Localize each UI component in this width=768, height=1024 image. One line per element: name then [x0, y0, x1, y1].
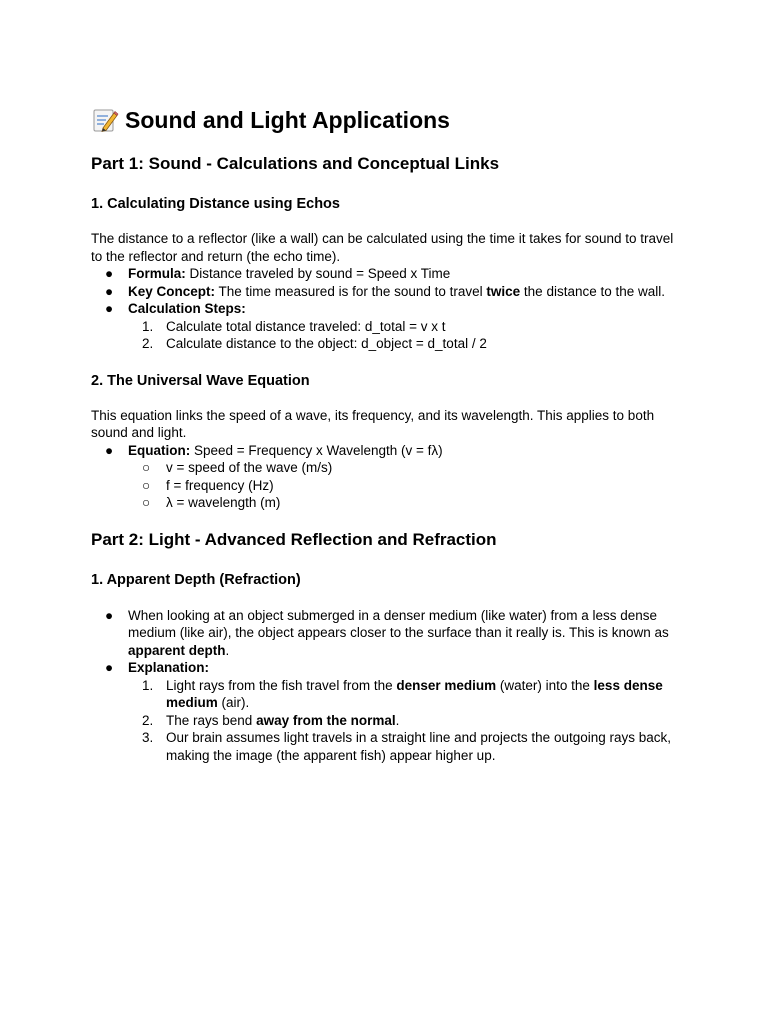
bullet-marker: ●	[105, 283, 114, 299]
list-item	[91, 442, 678, 512]
step-emphasis: less dense medium	[166, 677, 663, 710]
bullet-label: Calculation Steps:	[128, 301, 246, 316]
bullet-emphasis: apparent depth	[128, 642, 226, 658]
list-item	[128, 712, 678, 730]
document-title-text: Sound and Light Applications	[125, 107, 450, 133]
list-item	[128, 335, 678, 353]
bullet-text: Distance traveled by sound = Speed x Time	[185, 266, 451, 281]
part1-heading: Part 1: Sound - Calculations and Conceptual Links	[91, 154, 500, 173]
bullet-marker: ●	[105, 607, 114, 623]
part1-sec1-intro: The distance to a reflector (like a wall) can be calculated using the time it takes for sound to travel to the reflector and return (the echo time).	[91, 231, 674, 264]
calculation-steps-list	[128, 318, 678, 353]
circle-marker: ○	[142, 460, 151, 475]
bullet-marker: ●	[105, 660, 114, 675]
step-text: Our brain assumes light travels in a straight line and projects the outgoing rays back, making the image (the apparent fish) appear higher up.	[166, 730, 672, 763]
list-item	[128, 477, 678, 495]
bullet-label: Formula:	[128, 266, 186, 281]
bullet-text: The time measured is for the sound to travel	[215, 283, 487, 299]
bullet-label: Explanation:	[128, 660, 210, 675]
bullet-marker: ●	[105, 266, 114, 281]
step-number: 3.	[142, 730, 154, 745]
list-item	[128, 459, 678, 477]
document-title	[91, 104, 678, 136]
part2-heading: Part 2: Light - Advanced Reflection and Refraction	[91, 529, 497, 549]
bullet-text: Speed = Frequency x Wavelength (v = fλ)	[190, 442, 443, 458]
list-item	[128, 494, 678, 512]
step-text: Calculate total distance traveled: d_total = v x t	[166, 318, 446, 334]
part2-sec1-bullets	[91, 607, 678, 765]
circle-marker: ○	[142, 495, 151, 510]
step-number: 1.	[142, 318, 154, 334]
list-item	[91, 659, 678, 764]
step-text: Light rays from the fish travel from the	[166, 677, 397, 693]
list-item	[91, 607, 678, 660]
list-item	[91, 283, 678, 301]
bullet-marker: ●	[105, 301, 114, 316]
step-text: (water) into the	[496, 677, 594, 693]
variable-text: λ = wavelength (m)	[166, 495, 281, 510]
step-number: 2.	[142, 712, 154, 728]
part1-sec1-heading: 1. Calculating Distance using Echos	[91, 196, 340, 212]
part2-sec1-heading: 1. Apparent Depth (Refraction)	[91, 571, 301, 588]
step-text: .	[395, 712, 400, 728]
bullet-text: .	[225, 642, 230, 658]
part1-sec2-bullets	[91, 442, 678, 512]
list-item	[128, 729, 678, 764]
circle-marker: ○	[142, 477, 151, 493]
list-item	[128, 318, 678, 336]
variable-text: f = frequency (Hz)	[166, 477, 274, 493]
list-item	[91, 265, 678, 283]
bullet-marker: ●	[105, 442, 114, 458]
step-number: 1.	[142, 677, 154, 693]
step-text: The rays bend	[166, 712, 257, 728]
bullet-emphasis: twice	[486, 283, 521, 299]
step-emphasis: denser medium	[396, 677, 497, 693]
part1-sec1-bullets	[91, 265, 678, 353]
list-item	[128, 677, 678, 712]
step-text: (air).	[217, 695, 250, 710]
memo-icon	[91, 106, 119, 134]
bullet-label: Key Concept:	[128, 283, 216, 299]
step-number: 2.	[142, 336, 154, 351]
step-text: Calculate distance to the object: d_object = d_total / 2	[166, 336, 487, 351]
part1-sec2-intro: This equation links the speed of a wave, its frequency, and its wavelength. This applies to both sound and light.	[91, 407, 655, 440]
part1-sec2-heading: 2. The Universal Wave Equation	[91, 372, 310, 389]
list-item	[91, 300, 678, 353]
bullet-text: the distance to the wall.	[520, 283, 666, 299]
explanation-steps-list	[128, 677, 678, 765]
bullet-text: When looking at an object submerged in a denser medium (like water) from a less dense medium (like air), the object appears closer to the surface than it really is. This is known as	[128, 607, 669, 640]
equation-variables-list	[128, 459, 678, 512]
step-emphasis: away from the normal	[256, 712, 396, 728]
variable-text: v = speed of the wave (m/s)	[166, 460, 333, 475]
bullet-label: Equation:	[128, 442, 191, 458]
